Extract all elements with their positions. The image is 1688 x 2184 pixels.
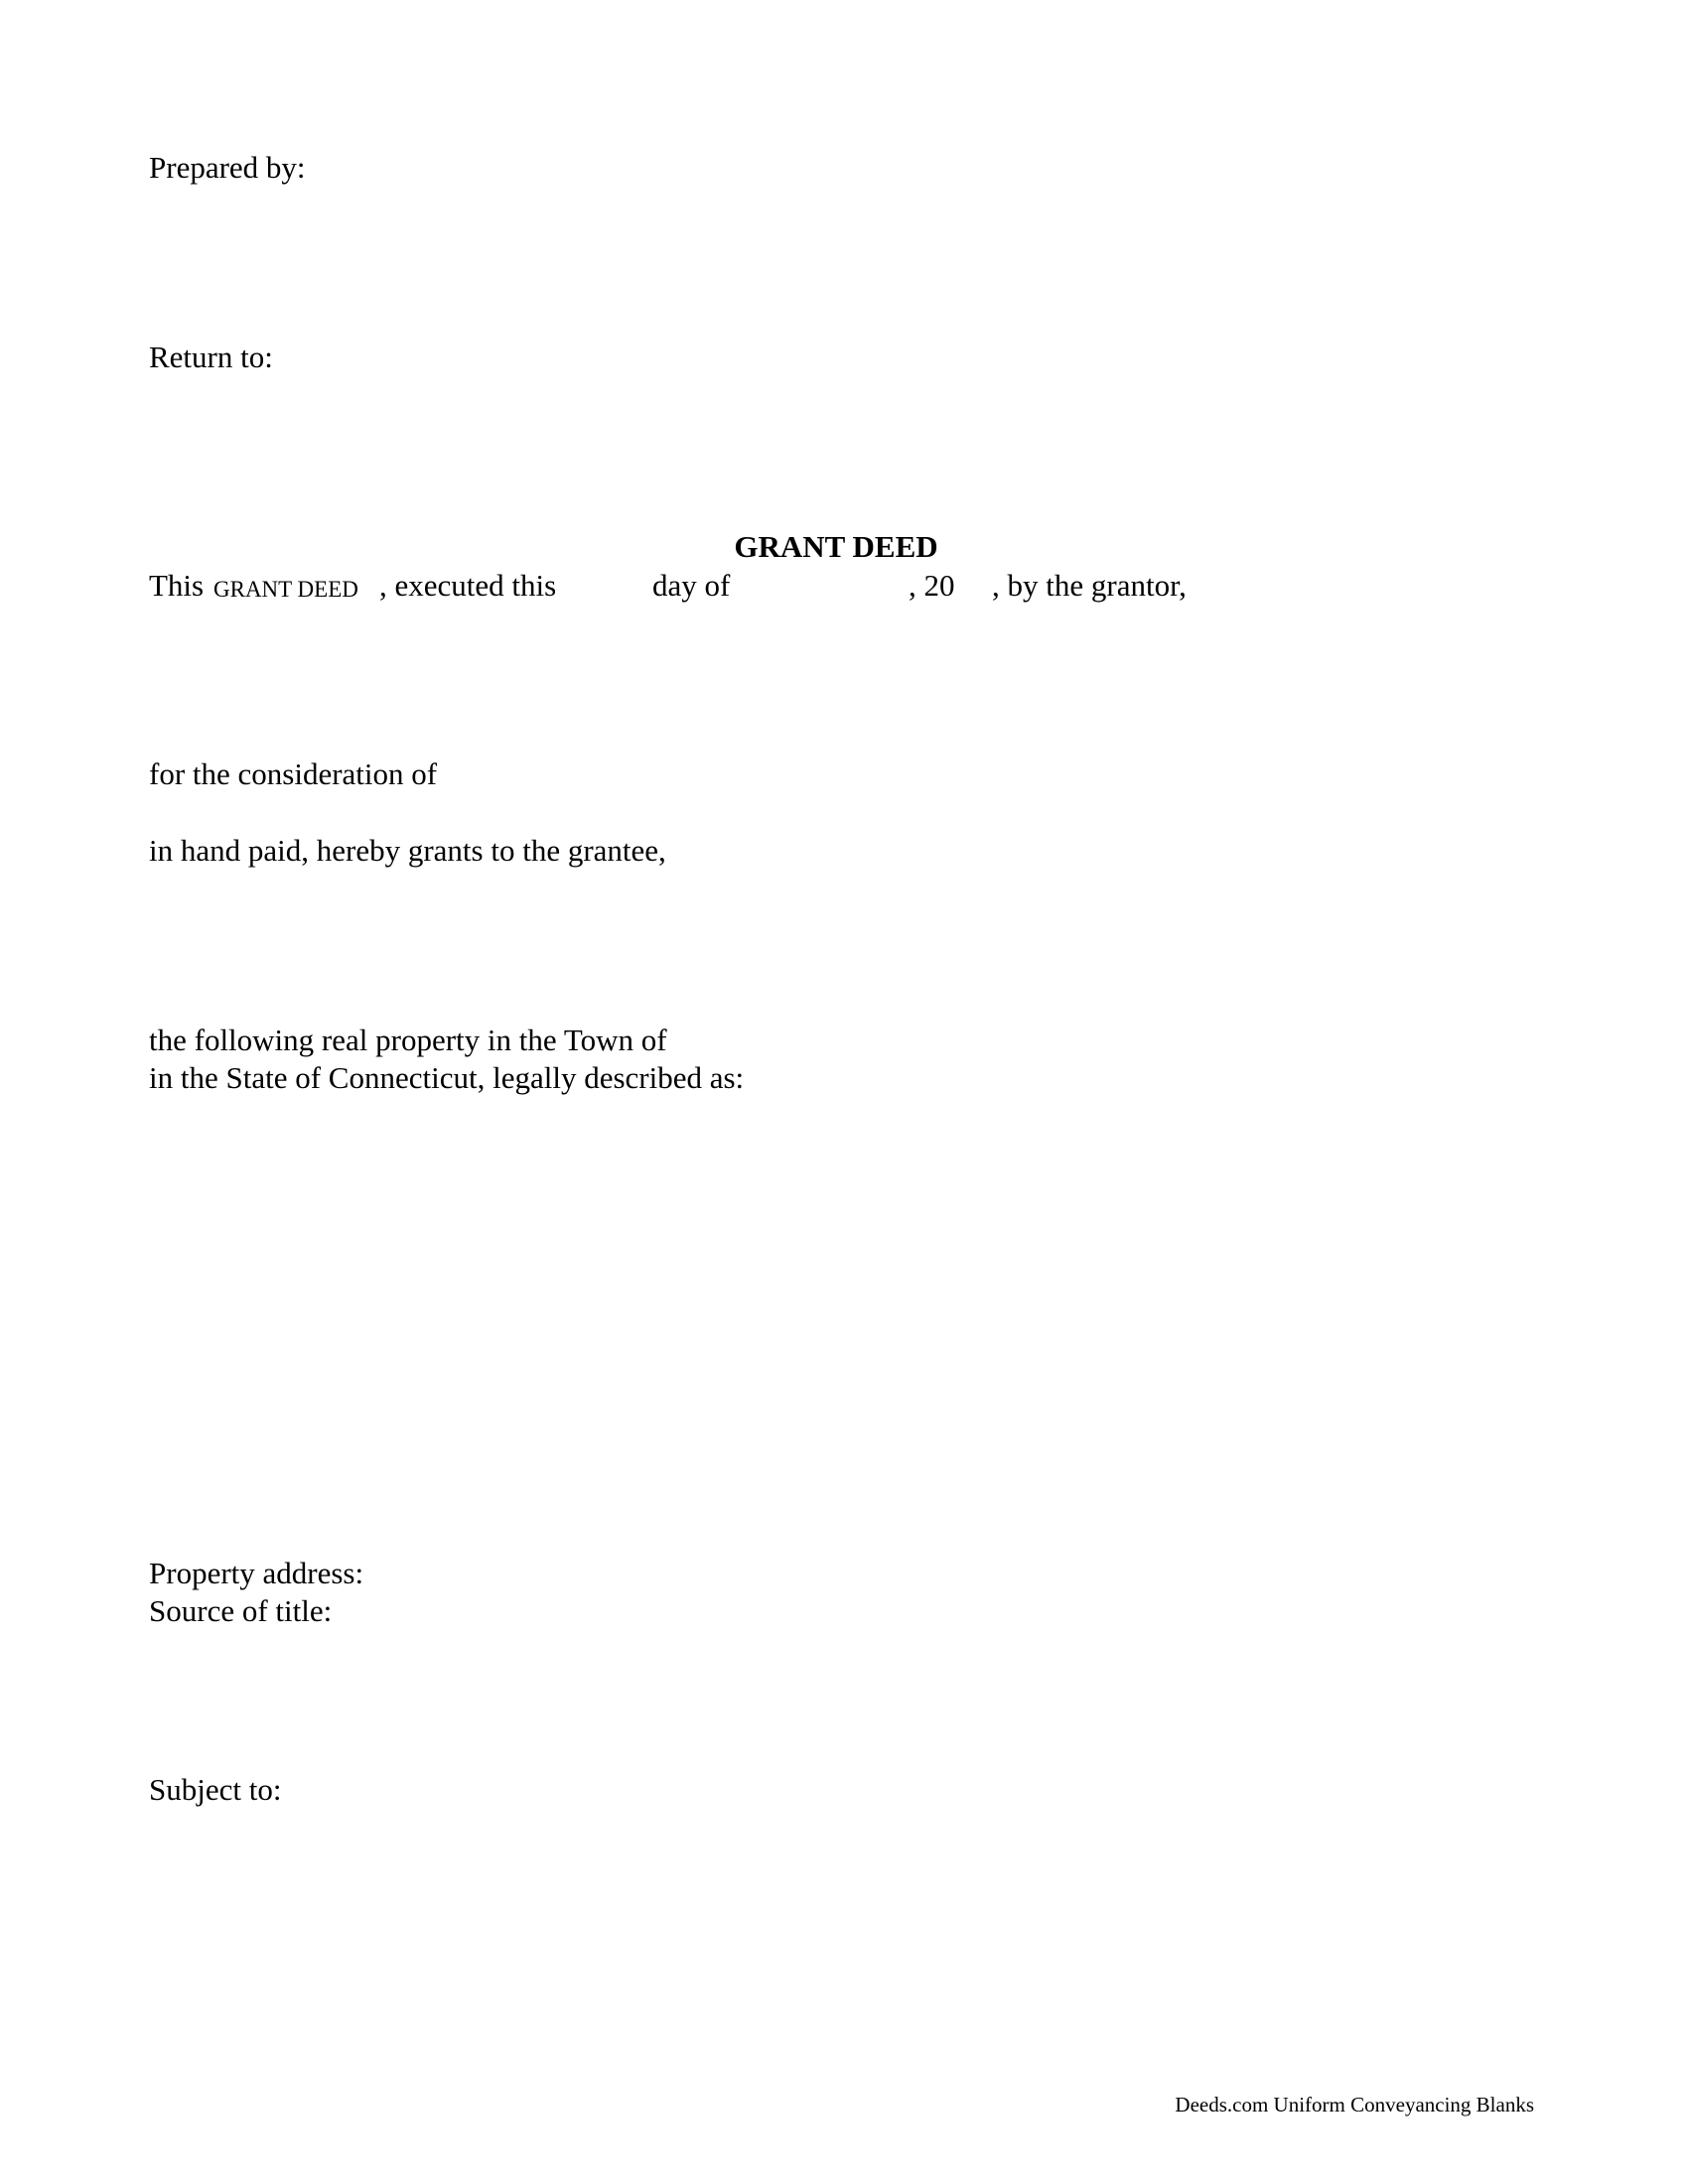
execution-this: This bbox=[149, 568, 205, 603]
footer-text: Deeds.com Uniform Conveyancing Blanks bbox=[1175, 2093, 1534, 2116]
prepared-by-label: Prepared by: bbox=[149, 150, 306, 185]
return-to-label: Return to: bbox=[149, 340, 273, 374]
property-location-line-2: in the State of Connecticut, legally described as: bbox=[149, 1060, 745, 1095]
document-title: GRANT DEED bbox=[734, 529, 938, 564]
execution-executed-this: , executed this bbox=[379, 568, 557, 603]
execution-year-prefix: , 20 bbox=[909, 568, 955, 603]
source-of-title-label: Source of title: bbox=[149, 1593, 333, 1628]
property-address-label: Property address: bbox=[149, 1556, 364, 1590]
subject-to-label: Subject to: bbox=[149, 1772, 282, 1807]
execution-by-grantor: , by the grantor, bbox=[992, 568, 1187, 603]
property-location-line-1: the following real property in the Town of bbox=[149, 1023, 667, 1057]
execution-line bbox=[0, 567, 1688, 605]
hand-paid-text: in hand paid, hereby grants to the grantee, bbox=[149, 833, 666, 868]
consideration-text: for the consideration of bbox=[149, 756, 438, 791]
execution-day-of: day of bbox=[652, 568, 731, 603]
execution-doc-name: GRANT DEED bbox=[213, 577, 358, 602]
